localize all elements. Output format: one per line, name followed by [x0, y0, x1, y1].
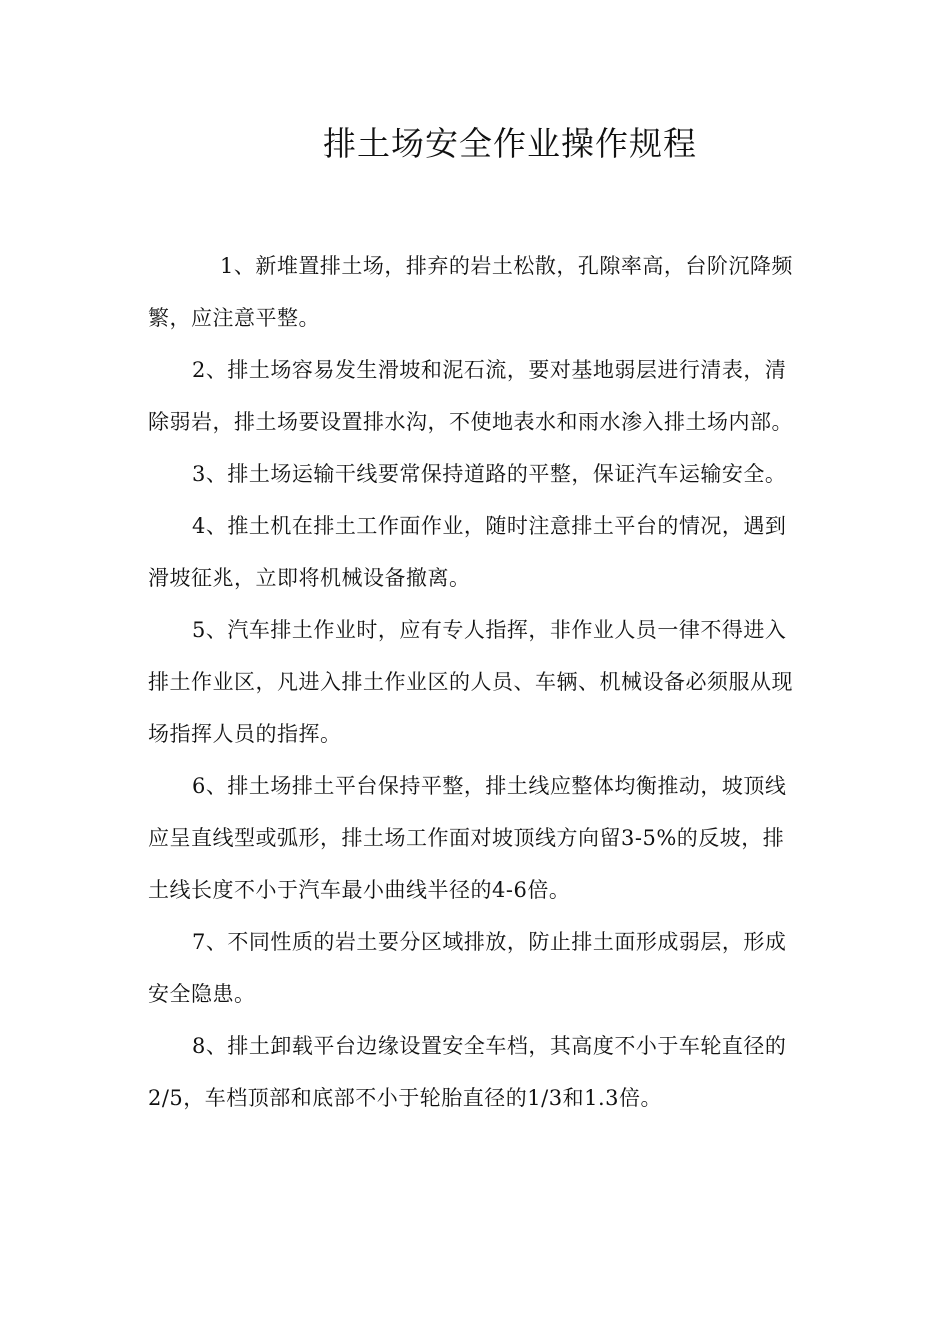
paragraph-3: 3、排土场运输干线要常保持道路的平整，保证汽车运输安全。 — [192, 462, 787, 486]
paragraph-8: 8、排土卸载平台边缘设置安全车档，其高度不小于车轮直径的2/5，车档顶部和底部不小于轮胎直径的1/3和1.3倍。 — [148, 1034, 787, 1110]
paragraph-6: 6、排土场排土平台保持平整，排土线应整体均衡推动，坡顶线应呈直线型或弧形，排土场工作面对坡顶线方向留3-5%的反坡，排土线长度不小于汽车最小曲线半径的4-6倍。 — [148, 774, 787, 902]
paragraph-5: 5、汽车排土作业时，应有专人指挥，非作业人员一律不得进入排土作业区，凡进入排土作业区的人员、车辆、机械设备必须服从现场指挥人员的指挥。 — [148, 618, 793, 746]
paragraph-1: 1、新堆置排土场，排弃的岩土松散，孔隙率高，台阶沉降频繁，应注意平整。 — [148, 254, 793, 330]
paragraph-2: 2、排土场容易发生滑坡和泥石流，要对基地弱层进行清表，清除弱岩，排土场要设置排水沟，不使地表水和雨水渗入排土场内部。 — [148, 358, 793, 434]
paragraph-4: 4、推土机在排土工作面作业，随时注意排土平台的情况，遇到滑坡征兆，立即将机械设备撤离。 — [148, 514, 787, 590]
paragraph-7: 7、不同性质的岩土要分区域排放，防止排土面形成弱层，形成安全隐患。 — [148, 930, 787, 1006]
document-body — [148, 240, 798, 1124]
document-title: 排土场安全作业操作规程 — [323, 124, 697, 163]
